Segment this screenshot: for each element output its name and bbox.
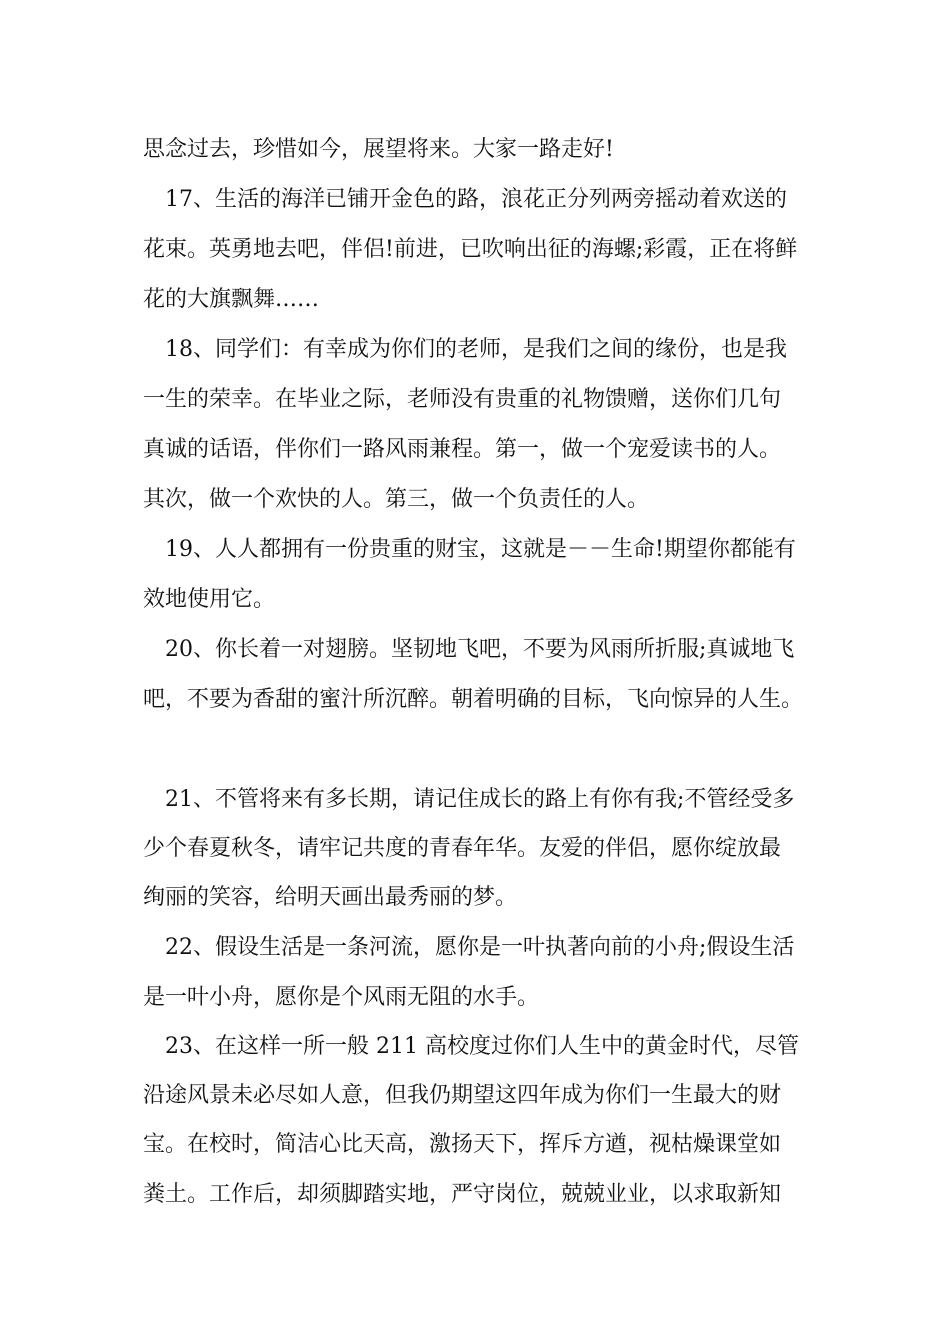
text-line: 绚丽的笑容，给明天画出最秀丽的梦。	[143, 885, 518, 910]
paragraph-18-start: 18、同学们：有幸成为你们的老师，是我们之间的缘份，也是我	[165, 337, 787, 362]
text-line: 效地使用它。	[143, 587, 276, 612]
paragraph-23-start: 23、在这样一所一般 211 高校度过你们人生中的黄金时代，尽管	[165, 1034, 799, 1059]
paragraph-22-start: 22、假设生活是一条河流，愿你是一叶执著向前的小舟;假设生活	[165, 935, 795, 960]
text-line: 思念过去，珍惜如今，展望将来。大家一路走好!	[143, 137, 614, 162]
paragraph-21-start: 21、不管将来有多长期，请记住成长的路上有你有我;不管经受多	[165, 787, 795, 812]
paragraph-20-start: 20、你长着一对翅膀。坚韧地飞吧，不要为风雨所折服;真诚地飞	[165, 637, 795, 662]
text-line: 其次，做一个欢快的人。第三，做一个负责任的人。	[143, 487, 650, 512]
text-line: 粪土。工作后，却须脚踏实地，严守岗位，兢兢业业，以求取新知	[143, 1182, 782, 1207]
text-line: 宝。在校时，简洁心比天高，激扬天下，挥斥方遒，视枯燥课堂如	[143, 1132, 782, 1157]
text-line: 一生的荣幸。在毕业之际，老师没有贵重的礼物馈赠，送你们几句	[143, 387, 782, 412]
text-line: 少个春夏秋冬，请牢记共度的青春年华。友爱的伴侣，愿你绽放最	[143, 836, 782, 861]
text-line: 花的大旗飘舞……	[143, 287, 320, 312]
text-line: 吧，不要为香甜的蜜汁所沉醉。朝着明确的目标，飞向惊异的人生。	[143, 687, 804, 712]
paragraph-17-start: 17、生活的海洋已铺开金色的路，浪花正分列两旁摇动着欢送的	[165, 187, 787, 212]
text-line: 沿途风景未必尽如人意，但我仍期望这四年成为你们一生最大的财	[143, 1083, 782, 1108]
text-line: 是一叶小舟，愿你是个风雨无阻的水手。	[143, 985, 540, 1010]
paragraph-19-start: 19、人人都拥有一份贵重的财宝，这就是－－生命!期望你都能有	[165, 537, 796, 562]
text-line: 花束。英勇地去吧，伴侣!前进，已吹响出征的海螺;彩霞，正在将鲜	[143, 237, 798, 262]
text-line: 真诚的话语，伴你们一路风雨兼程。第一，做一个宠爱读书的人。	[143, 437, 782, 462]
